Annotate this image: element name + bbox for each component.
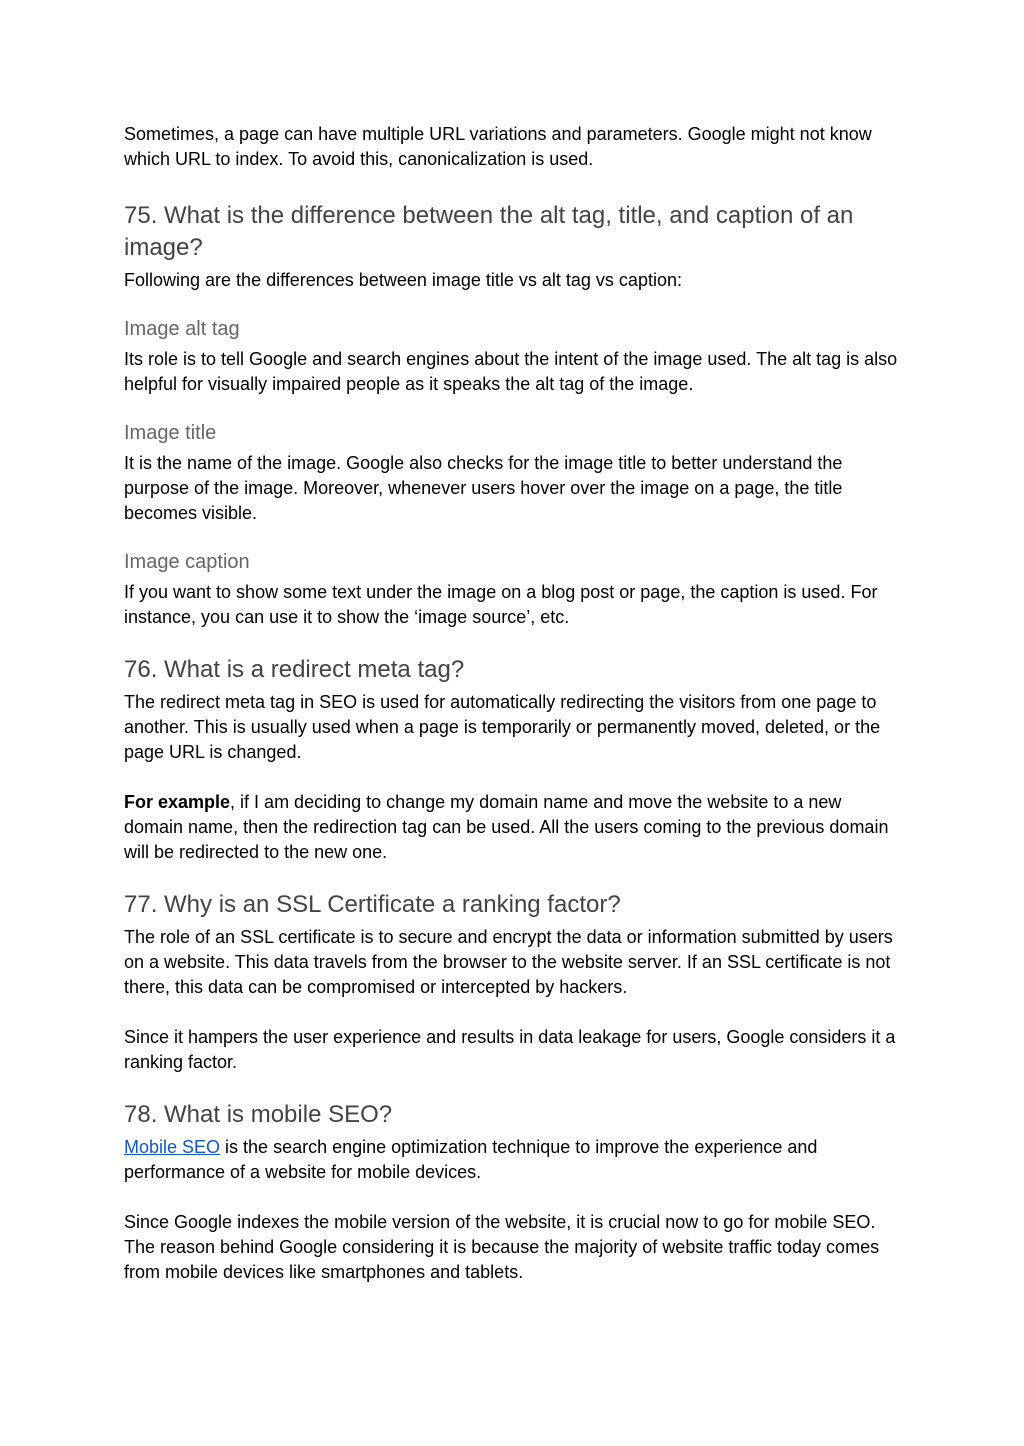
q78-paragraph-1-rest: is the search engine optimization technique to improve the experience and performance of a website for mobile devices. bbox=[124, 1137, 818, 1182]
q76-paragraph-2-rest: , if I am deciding to change my domain name and move the website to a new domain name, then the redirection tag can be used. All the users coming to the previous domain will be redirected to the new one. bbox=[124, 792, 889, 862]
q77-paragraph-2: Since it hampers the user experience and results in data leakage for users, Google considers it a ranking factor. bbox=[124, 1027, 896, 1072]
q75-heading: 75. What is the difference between the alt tag, title, and caption of an image? bbox=[124, 202, 854, 261]
q76-paragraph-1: The redirect meta tag in SEO is used for automatically redirecting the visitors from one page to another. This is usually used when a page is temporarily or permanently moved, deleted, or the page URL is changed. bbox=[124, 692, 881, 762]
alt-tag-heading: Image alt tag bbox=[124, 318, 240, 340]
q78-heading: 78. What is mobile SEO? bbox=[124, 1101, 393, 1128]
image-title-text: It is the name of the image. Google also checks for the image title to better understand the purpose of the image. Moreover, whenever users hover over the image on a page, the title becomes visible. bbox=[124, 453, 843, 523]
mobile-seo-link[interactable]: Mobile SEO bbox=[124, 1137, 221, 1157]
image-caption-heading: Image caption bbox=[124, 551, 250, 573]
intro-paragraph: Sometimes, a page can have multiple URL variations and parameters. Google might not know which URL to index. To avoid this, canonicalization is used. bbox=[124, 124, 872, 169]
image-caption-text: If you want to show some text under the image on a blog post or page, the caption is used. For instance, you can use it to show the ‘image source’, etc. bbox=[124, 582, 878, 627]
q76-paragraph-2 bbox=[124, 790, 904, 865]
q76-heading: 76. What is a redirect meta tag? bbox=[124, 656, 465, 683]
q78-paragraph-2: Since Google indexes the mobile version of the website, it is crucial now to go for mobile SEO. The reason behind Google considering it is because the majority of website traffic today comes from mobile devices like smartphones and tablets. bbox=[124, 1212, 880, 1282]
document-page bbox=[124, 122, 904, 1285]
q78-paragraph-1 bbox=[124, 1135, 904, 1185]
image-title-heading: Image title bbox=[124, 422, 217, 444]
for-example-bold: For example bbox=[124, 792, 231, 812]
q75-lead: Following are the differences between image title vs alt tag vs caption: bbox=[124, 270, 682, 290]
q77-paragraph-1: The role of an SSL certificate is to secure and encrypt the data or information submitted by users on a website. This data travels from the browser to the website server. If an SSL certificate is not there, this data can be compromised or intercepted by hackers. bbox=[124, 927, 893, 997]
alt-tag-text: Its role is to tell Google and search engines about the intent of the image used. The alt tag is also helpful for visually impaired people as it speaks the alt tag of the image. bbox=[124, 349, 898, 394]
q77-heading: 77. Why is an SSL Certificate a ranking factor? bbox=[124, 891, 621, 918]
